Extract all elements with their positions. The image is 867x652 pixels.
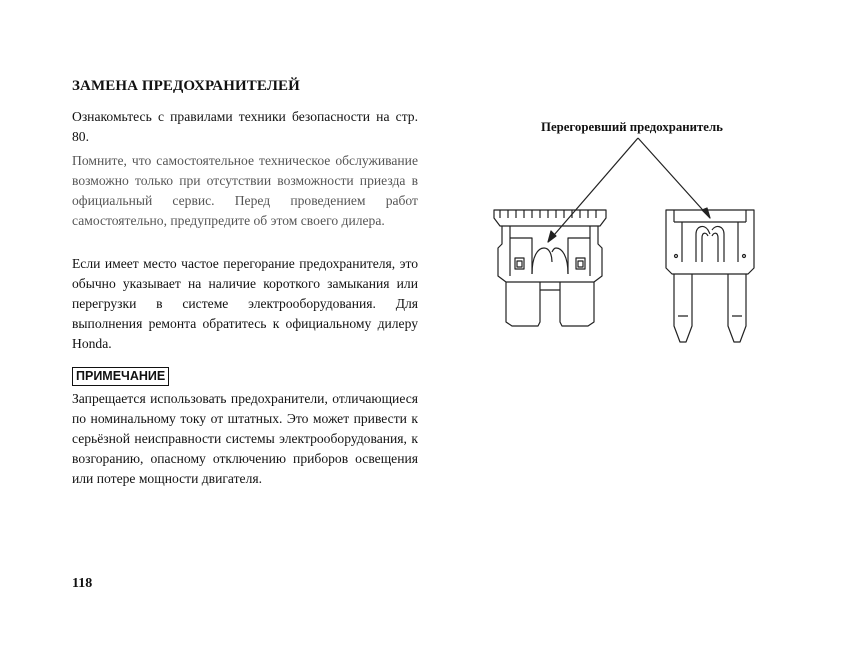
note-text: Запрещается использовать предохранители, отличающиеся по номинальному току от штатных. Это может привести к серьёзной неисправности системы электрооборудования, к возгоранию, опасному отключению приборов освещения или потере мощности двигателя. — [72, 391, 418, 486]
blown-fuse-illustration — [470, 130, 770, 350]
figure-caption: Перегоревший предохранитель — [541, 120, 723, 134]
section-title: ЗАМЕНА ПРЕДОХРАНИТЕЛЕЙ — [72, 78, 300, 94]
page-number: 118 — [72, 576, 93, 591]
frequent-blowout-paragraph: Если имеет место частое перегорание предохранителя, это обычно указывает на наличие короткого замыкания или перегрузки в системе электрооборудования. Для выполнения ремонта обратитесь к официальному дилеру Honda. — [72, 256, 418, 351]
safety-reference-paragraph: Ознакомьтесь с правилами техники безопасности на стр. 80. — [72, 109, 418, 144]
note-label: ПРИМЕЧАНИЕ — [72, 367, 169, 386]
fuse-front-view — [494, 210, 606, 326]
fuse-element-view — [666, 210, 754, 342]
dealer-service-paragraph: Помните, что самостоятельное техническое обслуживание возможно только при отсутствии возможности приезда в официальный сервис. Перед проведением работ самостоятельно, предупредите об этом своего дилера. — [72, 153, 418, 228]
